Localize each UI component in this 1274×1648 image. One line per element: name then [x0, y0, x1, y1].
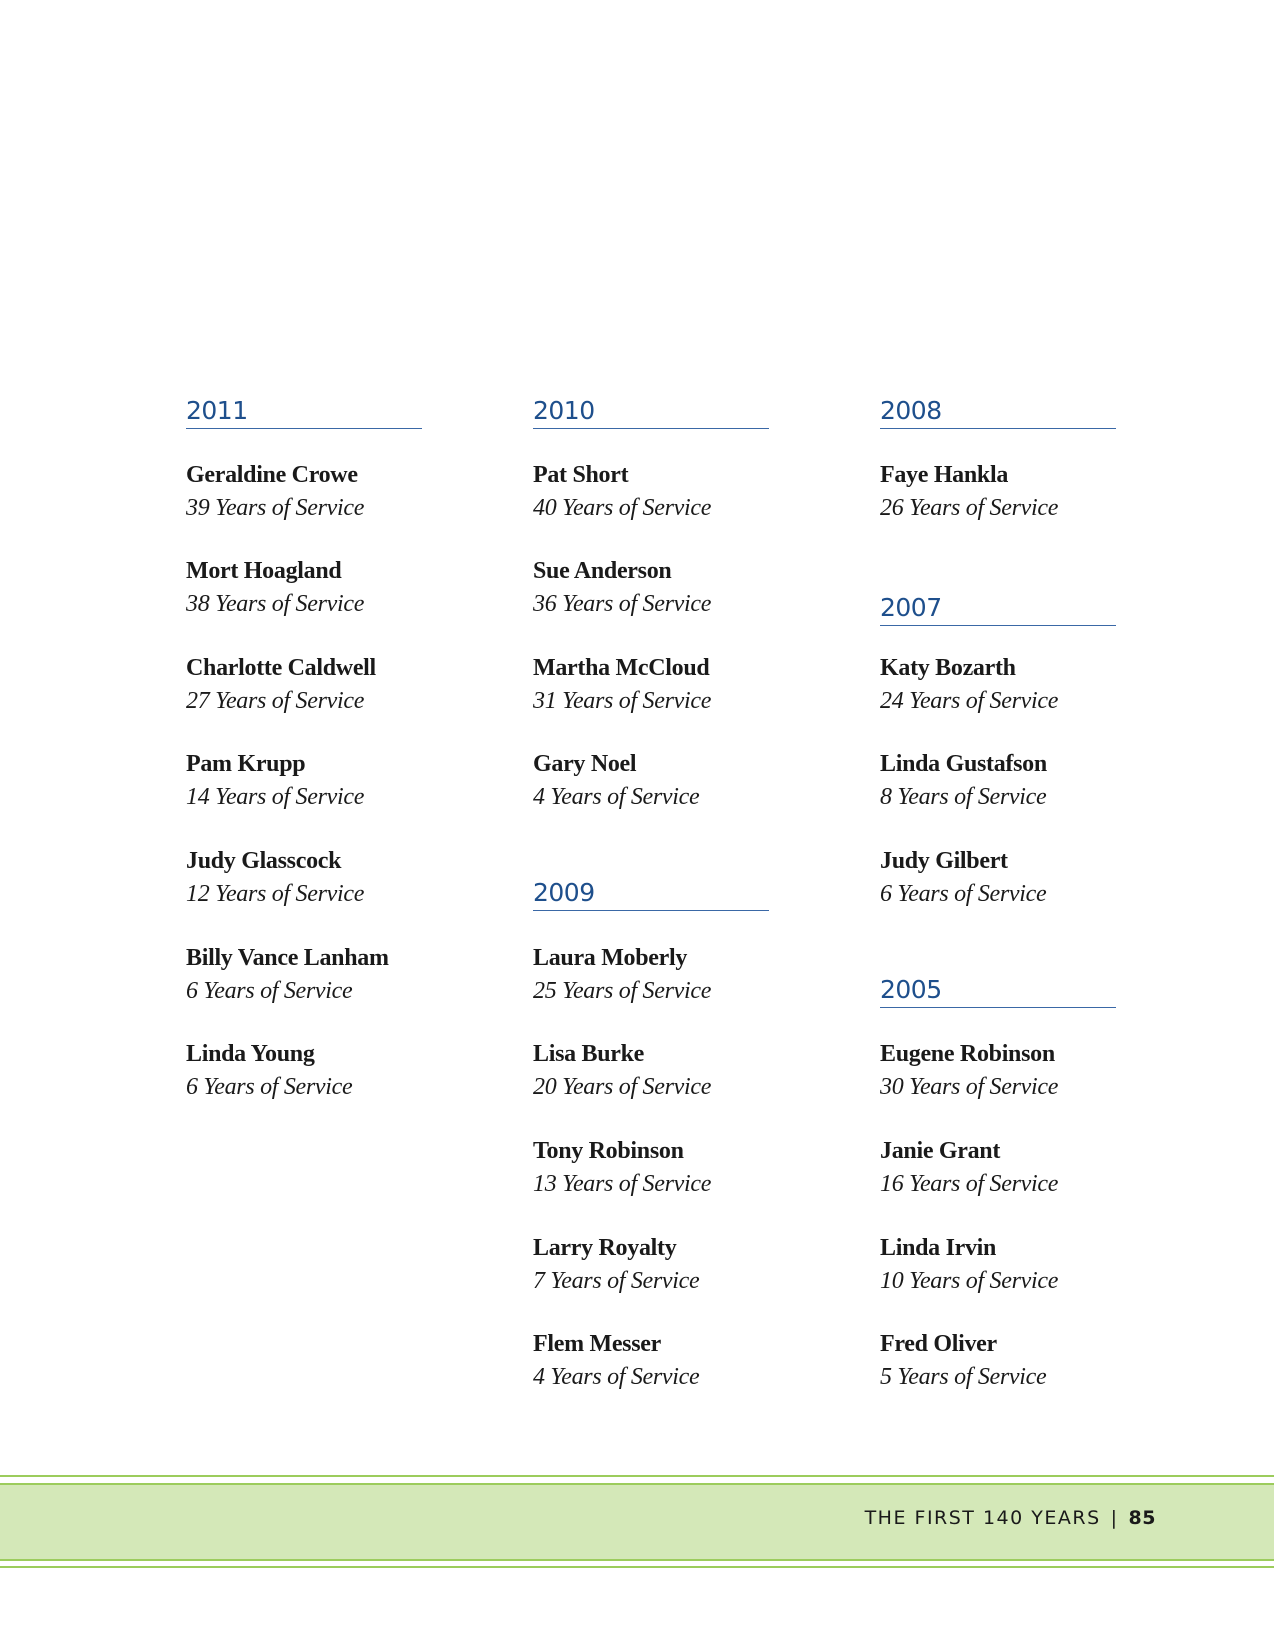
year-heading-2007: 2007 — [880, 591, 1116, 626]
list-item — [186, 845, 446, 911]
list-item — [533, 748, 793, 814]
list-item — [533, 1038, 793, 1104]
honoree-name: Fred Oliver — [880, 1331, 997, 1357]
list-item — [533, 942, 793, 1008]
list-item — [880, 1328, 1140, 1394]
honoree-name: Geraldine Crowe — [186, 462, 358, 488]
list-item — [880, 459, 1140, 525]
years-of-service: 27 Years of Service — [186, 688, 365, 714]
years-of-service: 16 Years of Service — [880, 1171, 1059, 1197]
honoree-name: Laura Moberly — [533, 945, 688, 971]
years-of-service: 8 Years of Service — [880, 784, 1047, 810]
list-item — [880, 748, 1140, 814]
footer-rule-bottom — [0, 1566, 1274, 1568]
years-of-service: 14 Years of Service — [186, 784, 365, 810]
honoree-name: Linda Irvin — [880, 1235, 997, 1261]
years-of-service: 36 Years of Service — [533, 591, 712, 617]
list-item — [186, 942, 446, 1008]
footer-title: THE FIRST 140 YEARS — [864, 1507, 1101, 1529]
years-of-service: 6 Years of Service — [186, 1074, 353, 1100]
honoree-name: Gary Noel — [533, 751, 637, 777]
year-heading-2008: 2008 — [880, 394, 1116, 429]
honoree-name: Linda Young — [186, 1041, 315, 1067]
list-item — [880, 1232, 1140, 1298]
list-item — [880, 845, 1140, 911]
years-of-service: 20 Years of Service — [533, 1074, 712, 1100]
honoree-name: Linda Gustafson — [880, 751, 1047, 777]
years-of-service: 30 Years of Service — [880, 1074, 1059, 1100]
year-heading-2005: 2005 — [880, 973, 1116, 1008]
honoree-name: Pam Krupp — [186, 751, 306, 777]
list-item — [186, 459, 446, 525]
list-item — [186, 748, 446, 814]
years-of-service: 24 Years of Service — [880, 688, 1059, 714]
list-item — [533, 1232, 793, 1298]
years-of-service: 13 Years of Service — [533, 1171, 712, 1197]
honoree-name: Larry Royalty — [533, 1235, 677, 1261]
honoree-name: Sue Anderson — [533, 558, 672, 584]
years-of-service: 39 Years of Service — [186, 495, 365, 521]
years-of-service: 31 Years of Service — [533, 688, 712, 714]
footer-rule-top — [0, 1475, 1274, 1477]
years-of-service: 6 Years of Service — [880, 881, 1047, 907]
honoree-name: Janie Grant — [880, 1138, 1001, 1164]
list-item — [533, 555, 793, 621]
list-item — [186, 555, 446, 621]
list-item — [186, 1038, 446, 1104]
honoree-name: Judy Gilbert — [880, 848, 1008, 874]
footer-separator: | — [1110, 1507, 1119, 1529]
honoree-name: Tony Robinson — [533, 1138, 684, 1164]
list-item — [533, 652, 793, 718]
page-number: 85 — [1128, 1507, 1156, 1529]
list-item — [533, 1328, 793, 1394]
honoree-name: Lisa Burke — [533, 1041, 645, 1067]
years-of-service: 40 Years of Service — [533, 495, 712, 521]
honoree-name: Faye Hankla — [880, 462, 1009, 488]
year-heading-2011: 2011 — [186, 394, 422, 429]
list-item — [533, 1135, 793, 1201]
years-of-service: 10 Years of Service — [880, 1268, 1059, 1294]
list-item — [533, 459, 793, 525]
years-of-service: 4 Years of Service — [533, 1364, 700, 1390]
years-of-service: 26 Years of Service — [880, 495, 1059, 521]
honoree-name: Billy Vance Lanham — [186, 945, 389, 971]
footer-running-title — [865, 1507, 1156, 1529]
honoree-name: Katy Bozarth — [880, 655, 1016, 681]
years-of-service: 25 Years of Service — [533, 978, 712, 1004]
footer-band — [0, 1483, 1274, 1561]
list-item — [880, 1135, 1140, 1201]
years-of-service: 7 Years of Service — [533, 1268, 700, 1294]
list-item — [880, 652, 1140, 718]
honoree-name: Martha McCloud — [533, 655, 710, 681]
honoree-name: Pat Short — [533, 462, 629, 488]
honoree-name: Mort Hoagland — [186, 558, 342, 584]
years-of-service: 38 Years of Service — [186, 591, 365, 617]
honoree-name: Eugene Robinson — [880, 1041, 1055, 1067]
years-of-service: 5 Years of Service — [880, 1364, 1047, 1390]
year-heading-2009: 2009 — [533, 876, 769, 911]
years-of-service: 4 Years of Service — [533, 784, 700, 810]
honoree-name: Flem Messer — [533, 1331, 661, 1357]
list-item — [186, 652, 446, 718]
years-of-service: 6 Years of Service — [186, 978, 353, 1004]
year-heading-2010: 2010 — [533, 394, 769, 429]
years-of-service: 12 Years of Service — [186, 881, 365, 907]
honoree-name: Charlotte Caldwell — [186, 655, 376, 681]
list-item — [880, 1038, 1140, 1104]
honoree-name: Judy Glasscock — [186, 848, 342, 874]
